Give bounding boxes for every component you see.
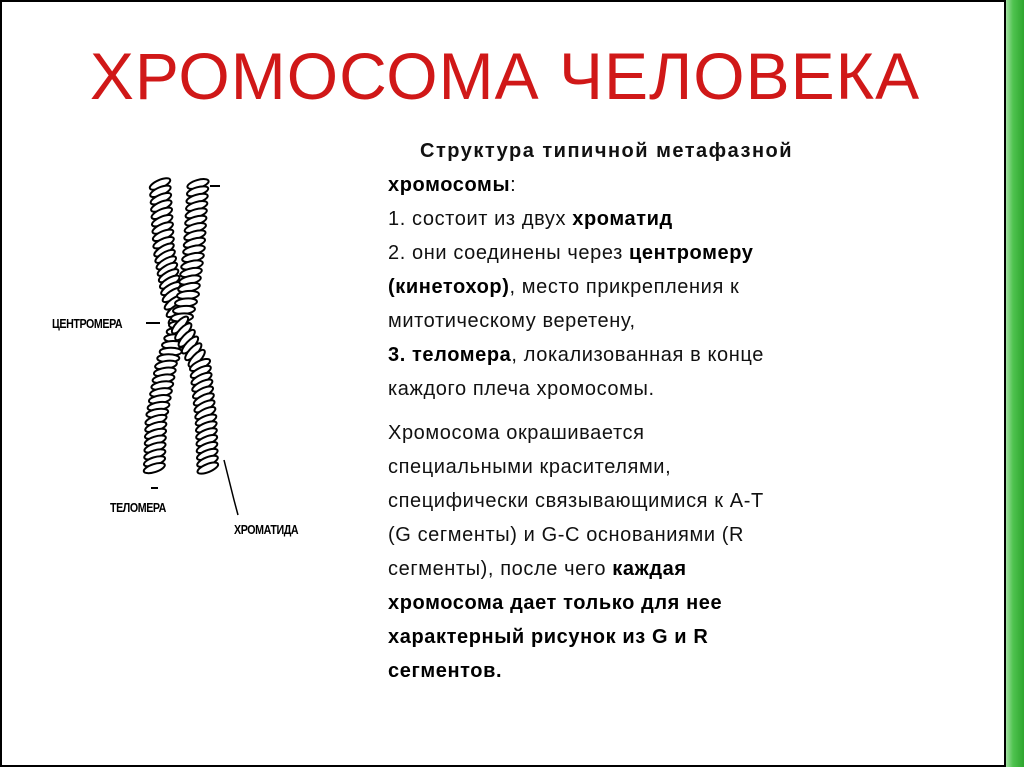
chromosome-diagram (38, 170, 378, 560)
p2-line-5-bold: каждая (612, 558, 687, 580)
p2-line-8-bold: сегментов. (388, 660, 503, 682)
item-3b: каждого плеча хромосомы. (388, 378, 655, 400)
heading-line-2 (388, 168, 898, 202)
heading-word: хромосомы (388, 174, 511, 196)
accent-bar (1004, 0, 1024, 767)
item-1-term: хроматид (572, 208, 673, 230)
label-centromere: ЦЕНТРОМЕРА (52, 316, 123, 331)
item-2-term: центромеру (629, 242, 754, 264)
item-2b-text: , место прикрепления к (509, 276, 740, 298)
item-2b (388, 270, 898, 304)
item-2b-term: (кинетохор) (388, 276, 510, 298)
p2-line-6 (388, 586, 898, 620)
heading-line-1: Структура типичной метафазной (420, 140, 794, 162)
item-2-text: 2. они соединены через (388, 242, 630, 264)
chromosome-figure (38, 170, 378, 560)
paragraph-2 (388, 416, 898, 688)
heading-colon: : (510, 174, 517, 196)
p2-line-6-bold: хромосома дает только для нее (388, 592, 723, 614)
item-3 (388, 338, 898, 372)
slide-title: ХРОМОСОМА ЧЕЛОВЕКА (89, 39, 921, 113)
p2-line-5-text: сегменты), после чего (388, 558, 613, 580)
p2-line-5 (388, 552, 898, 586)
item-2c: митотическому веретену, (388, 310, 636, 332)
item-2 (388, 236, 898, 270)
p2-line-1: Хромосома окрашивается (388, 422, 645, 444)
p2-line-4: (G сегменты) и G-C основаниями (R (388, 524, 745, 546)
item-3-text: , локализованная в конце (511, 344, 764, 366)
item-3-term: 3. теломера (388, 344, 512, 366)
label-chromatid: ХРОМАТИДА (234, 522, 299, 537)
item-1-text: 1. состоит из двух (388, 208, 573, 230)
item-1 (388, 202, 898, 236)
label-telomere: ТЕЛОМЕРА (110, 500, 166, 515)
p2-line-7 (388, 620, 898, 654)
p2-line-2: специальными красителями, (388, 456, 672, 478)
p2-line-8 (388, 654, 898, 688)
p2-line-3: специфически связывающимися к А-Т (388, 490, 764, 512)
description-text (388, 134, 898, 688)
chromatid-pointer (224, 460, 238, 515)
p2-line-7-bold: характерный рисунок из G и R (388, 626, 709, 648)
chromatid-right (170, 177, 220, 476)
